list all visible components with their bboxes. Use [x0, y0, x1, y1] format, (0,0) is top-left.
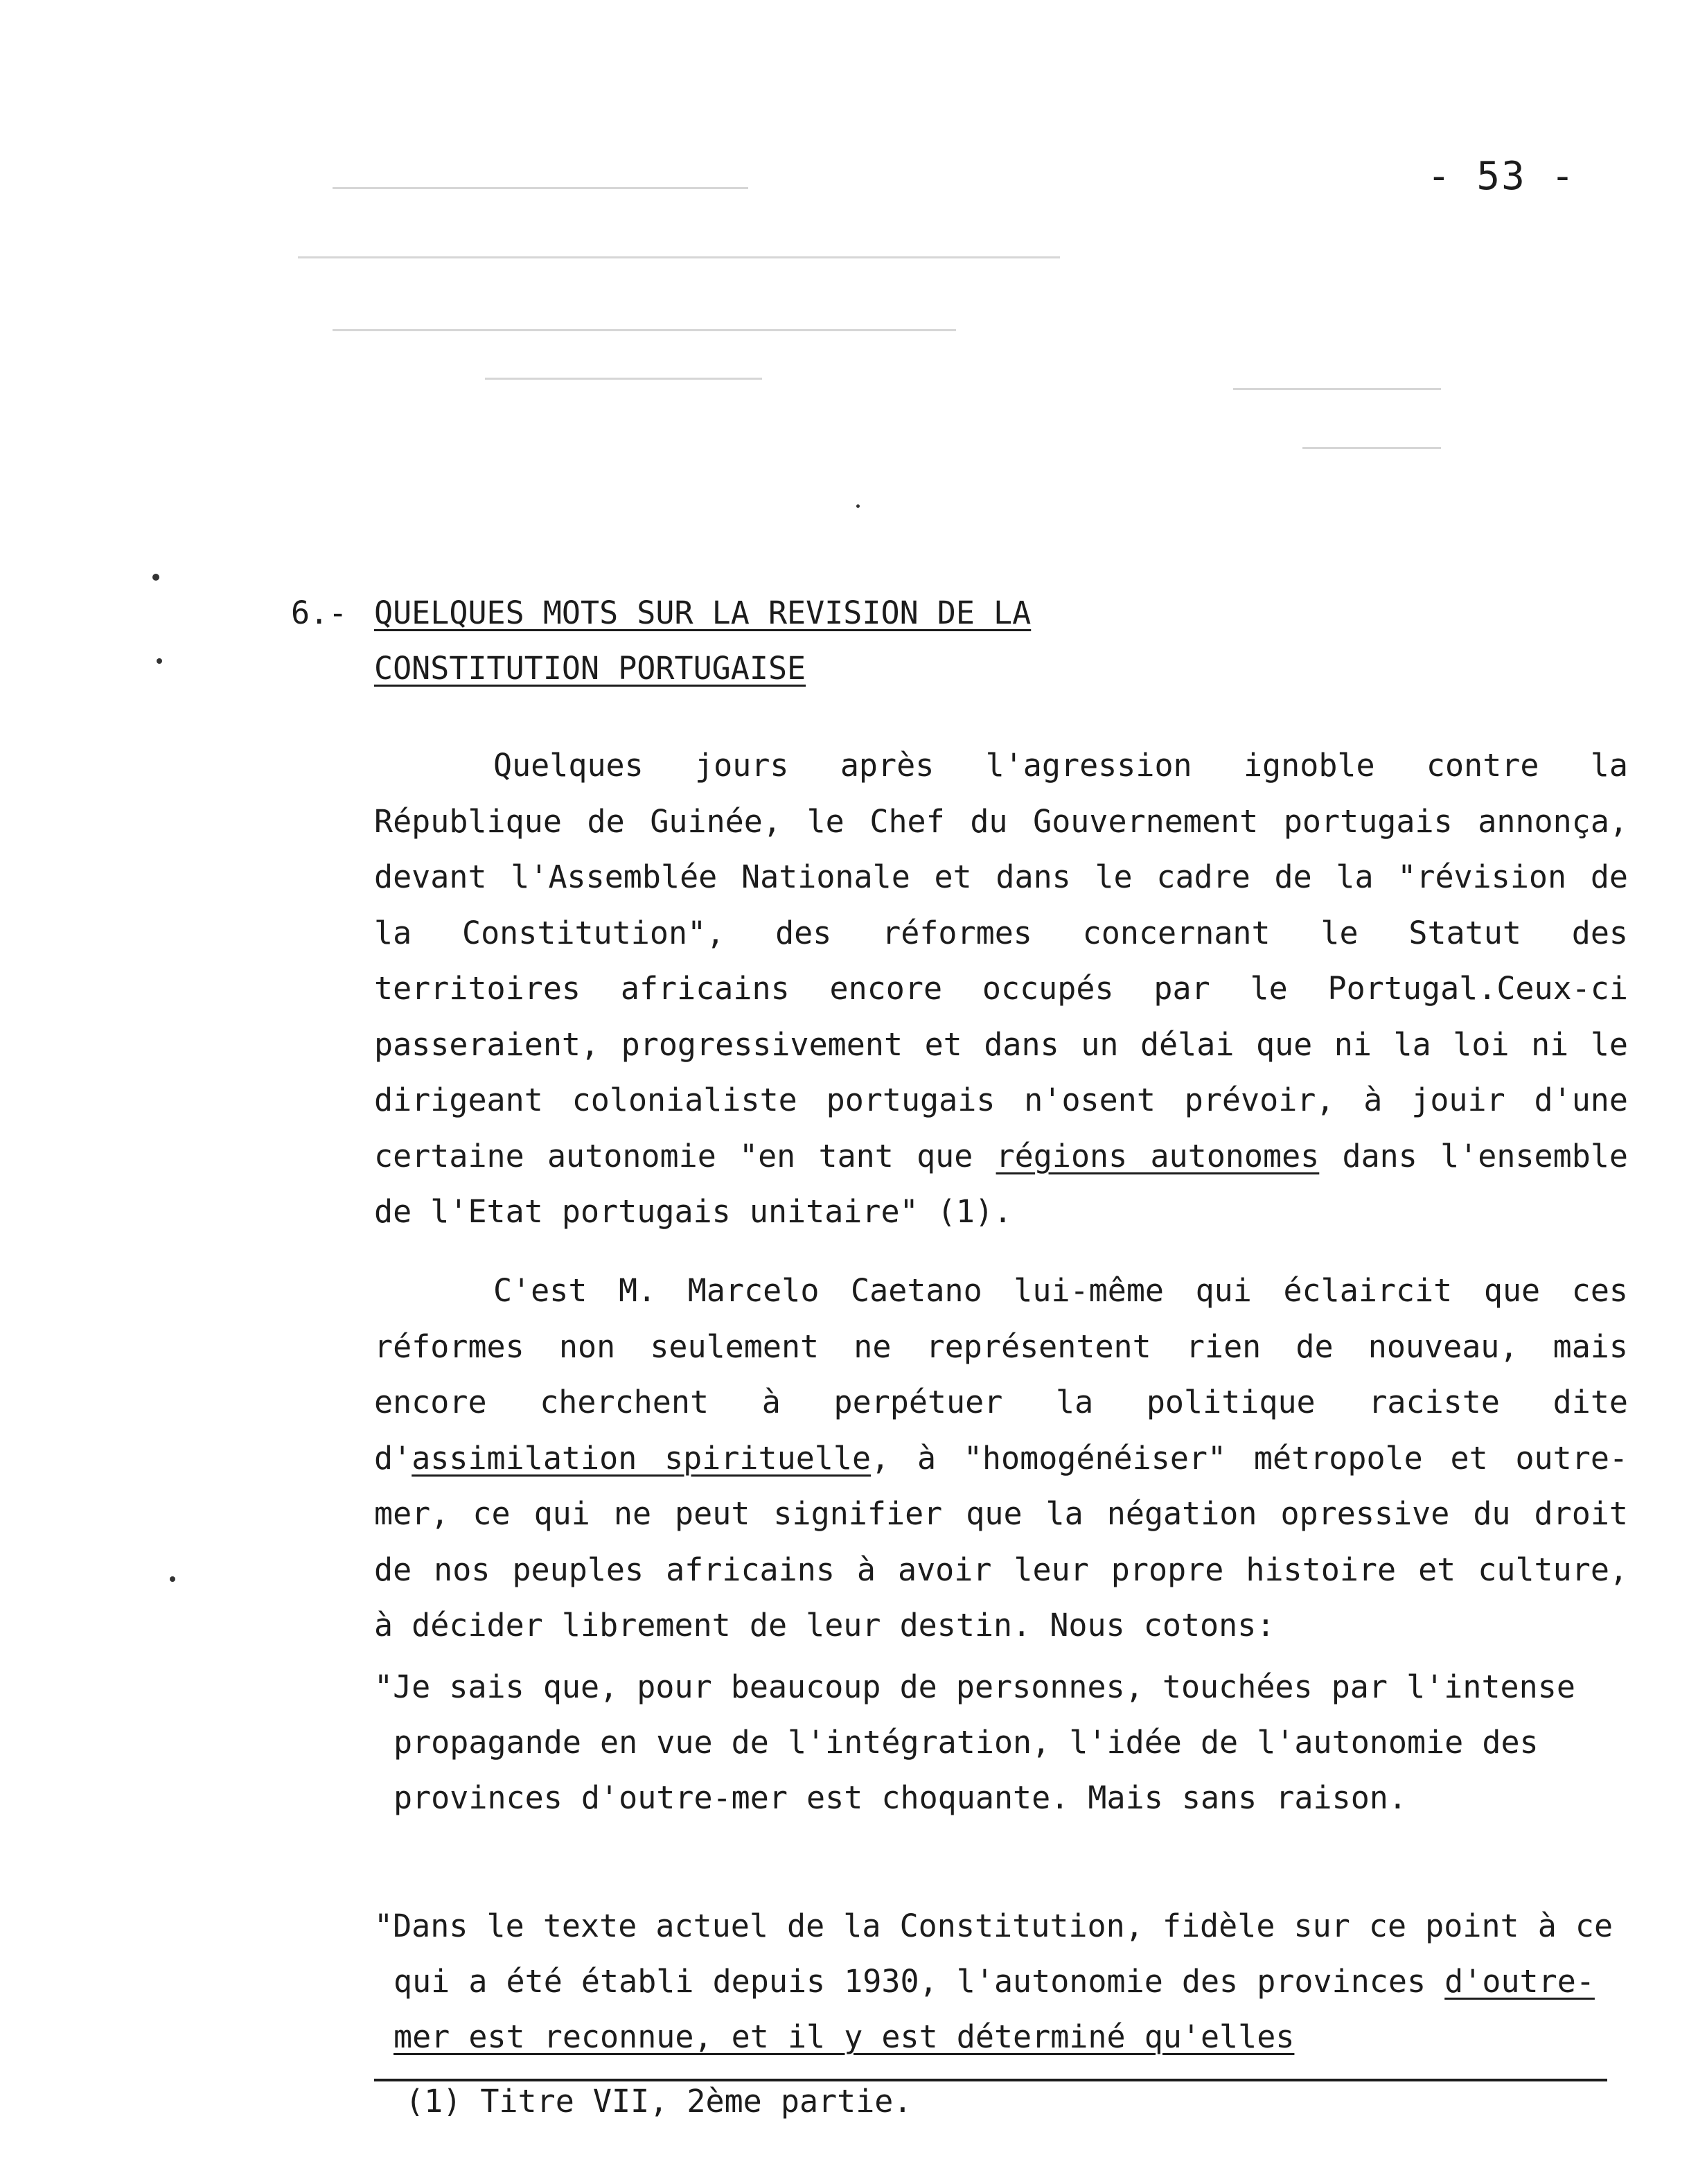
paragraph-1-text: Quelques jours après l'agression ignoble contre la République de Guinée, le Chef du Gouvernement portugais annonça, devant l'Assemblée Nationale et dans le cadre de la "révision de la Constitution", des réformes concernant le Statut des territoires africains encore occupés par le Portugal.Ceux-ci passeraient, progressivement et dans un délai que ni la loi ni le dirigeant colonialiste portugais n'osent prévoir, à jouir d'une certaine autonomie "en tant que: [374, 747, 1628, 1174]
paragraph-2-underlined: assimilation spirituelle: [412, 1439, 872, 1477]
section-heading-line1: [291, 585, 1031, 641]
bleed-through-mark: [485, 378, 762, 380]
bleed-through-mark: [333, 329, 956, 331]
paragraph-2-text: C'est M. Marcelo Caetano lui-même qui éclaircit que ces réformes non seulement ne représentent rien de nouveau, mais encore cherchent à perpétuer la politique raciste dite d': [374, 1272, 1628, 1477]
section-title-line1: QUELQUES MOTS SUR LA REVISION DE LA: [374, 595, 1032, 631]
paragraph-1-underlined: régions autonomes: [996, 1137, 1320, 1174]
paragraph-1: [374, 738, 1628, 1240]
page-number: - 53 -: [1427, 154, 1576, 199]
section-heading: [291, 585, 1031, 696]
speck: [170, 1576, 175, 1582]
paragraph-1-text-end: dans l'ensemble de l'Etat portugais unitaire" (1).: [374, 1137, 1629, 1230]
quote-1: [374, 1659, 1628, 1826]
quote-2-text: "Dans le texte actuel de la Constitution, fidèle sur ce point à ce qui a été établi depuis 1930, l'autonomie des provinces: [374, 1908, 1613, 2000]
section-heading-line2: [291, 641, 1031, 696]
quote-2: [374, 1899, 1628, 2065]
bleed-through-mark: [298, 256, 1060, 258]
bleed-through-mark: [1302, 447, 1441, 449]
paragraph-2-text-end: , à "homogénéiser" métropole et outre-mer, ce qui ne peut signifier que la négation opressive du droit de nos peuples africains à avoir leur propre histoire et culture, à décider librement de leur destin. Nous cotons:: [374, 1439, 1628, 1644]
speck: [157, 658, 162, 664]
bleed-through-mark: [1233, 388, 1441, 390]
footnote: (1) Titre VII, 2ème partie.: [405, 2083, 912, 2120]
paragraph-2: [374, 1263, 1628, 1654]
quote-1-text: "Je sais que, pour beaucoup de personnes, touchées par l'intense propagande en vue de l'intégration, l'idée de l'autonomie des provinces d'outre-mer est choquante. Mais sans raison.: [374, 1668, 1575, 1816]
bleed-through-mark: [333, 187, 748, 189]
speck: [856, 504, 860, 508]
quote-2-underlined: d'outre-mer est reconnue, et il y est déterminé qu'elles: [393, 1963, 1595, 2055]
section-title-line2: CONSTITUTION PORTUGAISE: [374, 650, 806, 687]
speck: [152, 574, 159, 581]
section-number: 6.-: [291, 595, 348, 631]
